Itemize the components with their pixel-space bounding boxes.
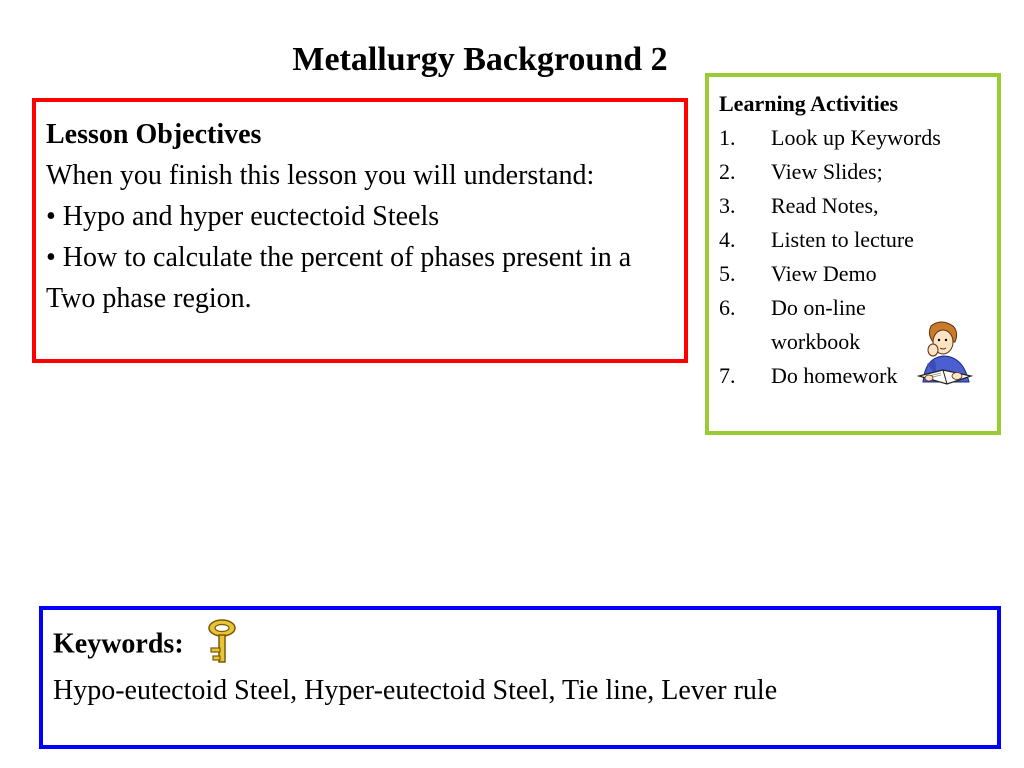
item-text: Look up Keywords [771,125,941,150]
list-item [719,189,987,223]
objectives-intro: When you finish this lesson you will understand: [46,160,595,191]
list-item [719,155,987,189]
objective-bullet: • Hypo and hyper euctectoid Steels [46,201,440,232]
slide-title: Metallurgy Background 2 [292,41,668,78]
item-number: 4. [719,227,736,252]
item-number: 1. [719,125,736,150]
key-icon [205,618,239,666]
item-number: 6. [719,295,736,320]
keywords-text: Hypo-eutectoid Steel, Hyper-eutectoid Steel, Tie line, Lever rule [53,675,778,706]
keywords-heading: Keywords: [53,628,184,660]
item-text: Do homework [771,363,898,388]
item-text: View Slides; [771,159,883,184]
list-item [719,121,987,155]
student-reading-icon [913,320,977,388]
item-text: Do on-line workbook [771,295,866,354]
item-number: 3. [719,193,736,218]
objective-bullet: • How to calculate the percent of phases present in a Two phase region. [46,242,632,314]
activities-heading: Learning Activities [719,91,899,116]
lesson-objectives-box [32,98,688,363]
list-item [719,223,987,257]
item-text: Read Notes, [771,193,879,218]
list-item [719,257,987,291]
item-text: Listen to lecture [771,227,914,252]
item-number: 7. [719,363,736,388]
item-text: View Demo [771,261,877,286]
keywords-box [39,606,1001,749]
objectives-heading: Lesson Objectives [46,119,262,150]
item-number: 5. [719,261,736,286]
item-number: 2. [719,159,736,184]
